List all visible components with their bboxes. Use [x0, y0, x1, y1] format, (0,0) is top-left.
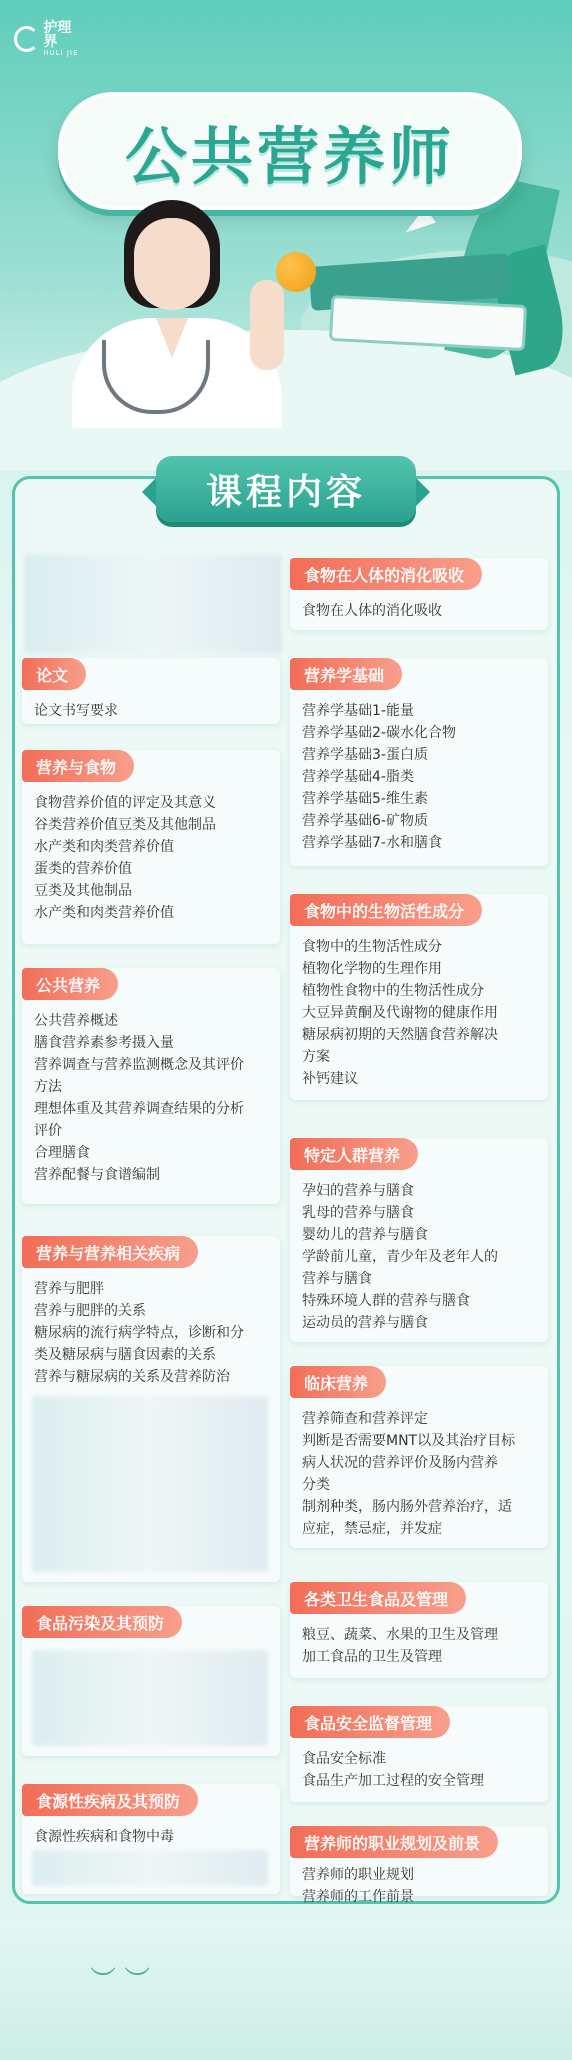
- course-card[interactable]: [22, 1606, 280, 1756]
- course-item: 植物化学物的生理作用: [302, 961, 442, 977]
- card-title: 食品安全监督管理: [290, 1706, 450, 1738]
- doctor-arm: [250, 280, 284, 370]
- course-item: 粮豆、蔬菜、水果的卫生及管理: [302, 1627, 498, 1643]
- card-title: 营养师的职业规划及前景: [290, 1826, 498, 1858]
- orange-icon: [276, 252, 316, 292]
- section-header: [156, 456, 416, 522]
- card-items: [302, 1864, 538, 1908]
- card-title: 公共营养: [22, 968, 118, 1000]
- course-item: 食物在人体的消化吸收: [302, 603, 442, 619]
- course-item: 加工食品的卫生及管理: [302, 1649, 442, 1665]
- card-title: 营养与食物: [22, 750, 134, 782]
- card-title: 营养与营养相关疾病: [22, 1236, 198, 1268]
- course-item: 特殊环境人群的营养与膳食: [302, 1293, 470, 1309]
- course-item: 食源性疾病和食物中毒: [34, 1829, 174, 1845]
- card-items: [302, 1624, 538, 1668]
- card-title: 特定人群营养: [290, 1138, 418, 1170]
- card-title: 论文: [22, 658, 86, 690]
- course-item: 营养配餐与食谱编制: [34, 1167, 160, 1183]
- card-title: 食物在人体的消化吸收: [290, 558, 482, 590]
- course-item: 营养学基础5-维生素: [302, 791, 428, 807]
- blurred-placeholder: [32, 1850, 268, 1886]
- course-item: 婴幼儿的营养与膳食: [302, 1227, 428, 1243]
- course-item: 制剂种类，肠内肠外营养治疗，适: [302, 1499, 512, 1515]
- course-item: 方案: [302, 1049, 330, 1065]
- course-card[interactable]: [290, 658, 548, 866]
- doctor-illustration: [62, 200, 292, 420]
- course-card[interactable]: [22, 1236, 280, 1582]
- course-item: 豆类及其他制品: [34, 883, 132, 899]
- course-card[interactable]: [290, 1826, 548, 1905]
- course-item: 营养调查与营养监测概念及其评价: [34, 1057, 244, 1073]
- course-card[interactable]: [22, 750, 280, 944]
- course-item: 膳食营养素参考摄入量: [34, 1035, 174, 1051]
- course-card[interactable]: [290, 1706, 548, 1802]
- footer-wave: [0, 1920, 572, 2060]
- course-card[interactable]: [22, 658, 280, 724]
- course-item: 营养筛查和营养评定: [302, 1411, 428, 1427]
- course-item: 水产类和肉类营养价值: [34, 839, 174, 855]
- logo[interactable]: [14, 14, 84, 64]
- blurred-placeholder: [32, 1650, 268, 1746]
- course-item: 判断是否需要MNT以及其治疗目标: [302, 1433, 516, 1449]
- page-title: 公共营养师: [124, 119, 455, 193]
- course-item: 营养学基础1-能量: [302, 703, 414, 719]
- course-item: 理想体重及其营养调查结果的分析: [34, 1101, 244, 1117]
- logo-icon: [14, 26, 39, 52]
- card-items: [302, 1408, 538, 1540]
- course-item: 营养与膳食: [302, 1271, 372, 1287]
- course-item: 营养与肥胖: [34, 1281, 104, 1297]
- section-title: 课程内容: [205, 471, 366, 513]
- course-item: 营养学基础3-蛋白质: [302, 747, 428, 763]
- blurred-placeholder: [32, 1396, 268, 1572]
- course-item: 水产类和肉类营养价值: [34, 905, 174, 921]
- card-items: [302, 1180, 538, 1334]
- course-card[interactable]: [290, 1366, 548, 1548]
- course-item: 食品安全标准: [302, 1751, 386, 1767]
- course-item: 营养学基础4-脂类: [302, 769, 414, 785]
- course-card[interactable]: [22, 968, 280, 1204]
- course-item: 孕妇的营养与膳食: [302, 1183, 414, 1199]
- blurred-placeholder: [24, 554, 282, 654]
- logo-text: 护理界: [43, 20, 72, 50]
- course-item: 分类: [302, 1477, 330, 1493]
- course-item: 方法: [34, 1079, 62, 1095]
- card-items: [302, 700, 538, 854]
- card-items: [34, 1278, 270, 1388]
- card-items: [302, 1748, 538, 1792]
- card-title: 临床营养: [290, 1366, 386, 1398]
- course-item: 营养与肥胖的关系: [34, 1303, 146, 1319]
- course-item: 乳母的营养与膳食: [302, 1205, 414, 1221]
- course-item: 补钙建议: [302, 1071, 358, 1087]
- course-card[interactable]: [290, 1582, 548, 1678]
- course-item: 大豆异黄酮及代谢物的健康作用: [302, 1005, 498, 1021]
- card-title: 食源性疾病及其预防: [22, 1784, 198, 1816]
- course-item: 食物营养价值的评定及其意义: [34, 795, 216, 811]
- card-items: [302, 600, 538, 622]
- card-items: [34, 1826, 270, 1848]
- card-title: 食物中的生物活性成分: [290, 894, 482, 926]
- course-item: 运动员的营养与膳食: [302, 1315, 428, 1331]
- card-title: 各类卫生食品及管理: [290, 1582, 466, 1614]
- course-item: 营养学基础6-矿物质: [302, 813, 428, 829]
- course-item: 论文书写要求: [34, 703, 118, 719]
- card-items: [302, 936, 538, 1090]
- course-card[interactable]: [290, 558, 548, 630]
- course-item: 病人状况的营养评价及肠内营养: [302, 1455, 498, 1471]
- course-item: 学龄前儿童，青少年及老年人的: [302, 1249, 498, 1265]
- doctor-face: [134, 218, 210, 310]
- course-item: 糖尿病初期的天然膳食营养解决: [302, 1027, 498, 1043]
- card-title: 营养学基础: [290, 658, 402, 690]
- course-item: 蛋类的营养价值: [34, 861, 132, 877]
- hero-banner: [0, 0, 572, 470]
- course-item: 评价: [34, 1123, 62, 1139]
- course-item: 食物中的生物活性成分: [302, 939, 442, 955]
- card-items: [34, 700, 270, 722]
- course-card[interactable]: [22, 1784, 280, 1894]
- course-item: 公共营养概述: [34, 1013, 118, 1029]
- course-item: 营养学基础7-水和膳食: [302, 835, 442, 851]
- logo-subtext: HULI JIE: [43, 49, 79, 57]
- course-card[interactable]: [290, 1138, 548, 1342]
- course-item: 合理膳食: [34, 1145, 90, 1161]
- course-item: 植物性食物中的生物活性成分: [302, 983, 484, 999]
- course-item: 糖尿病的流行病学特点，诊断和分: [34, 1325, 244, 1341]
- course-item: 营养与糖尿病的关系及营养防治: [34, 1369, 230, 1385]
- course-item: 食品生产加工过程的安全管理: [302, 1773, 484, 1789]
- card-title: 食品污染及其预防: [22, 1606, 182, 1638]
- course-item: 应症，禁忌症，并发症: [302, 1521, 442, 1537]
- page-title-pill: [58, 92, 522, 210]
- course-item: 类及糖尿病与膳食因素的关系: [34, 1347, 216, 1363]
- course-item: 营养师的职业规划: [302, 1867, 414, 1883]
- course-item: 营养学基础2-碳水化合物: [302, 725, 456, 741]
- course-item: 谷类营养价值豆类及其他制品: [34, 817, 216, 833]
- course-item: 营养师的工作前景: [302, 1889, 414, 1905]
- card-items: [34, 792, 270, 924]
- course-card[interactable]: [290, 894, 548, 1100]
- bird-icon: ︶ ︶: [90, 1966, 151, 1996]
- card-items: [34, 1010, 270, 1186]
